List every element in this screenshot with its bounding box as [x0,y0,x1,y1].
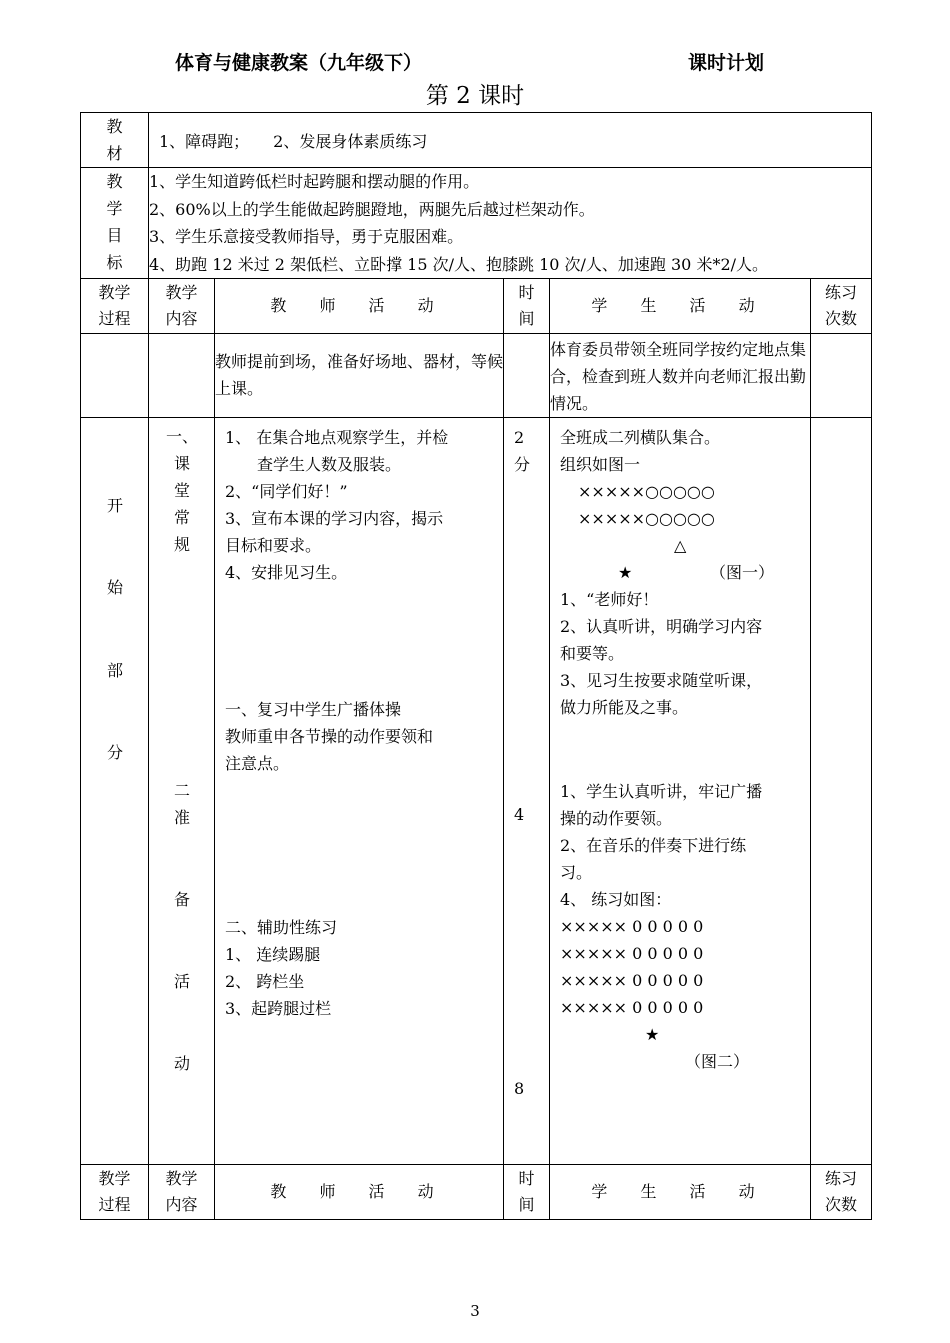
figure2-row: ××××× 0 0 0 0 0 [560,971,704,990]
column-header-row [81,279,872,334]
figure2-row: ××××× 0 0 0 0 0 [560,944,704,963]
figure2-row: ××××× 0 0 0 0 0 [560,917,704,936]
page-number: 3 [470,1302,480,1320]
figure1-star: ★ [618,563,633,582]
column-header-row-repeat [81,1165,872,1220]
goal-item: 4、助跑 12 米过 2 架低栏、立卧撑 15 次/人、抱膝跳 10 次/人、加速跑 30 米*2/人。 [149,254,769,274]
document-title: 体育与健康教案（九年级下） [175,52,423,74]
material-row [81,113,872,168]
material-content: 1、障碍跑； 2、发展身体素质练习 [149,113,872,168]
opening-section-label: 开 始 部 分 [81,418,149,1165]
goals-list [149,168,872,279]
col-time: 时 间 [504,1165,550,1220]
col-teacher: 教 师 活 动 [215,279,504,334]
goals-row [81,168,872,279]
goal-item: 1、学生知道跨低栏时起跨腿和摆动腿的作用。 [149,172,480,191]
col-content: 教学 内容 [149,279,215,334]
figure2-star: ★ [645,1025,660,1044]
pre-class-student: 体育委员带领全班同学按约定地点集合，检查到班人数并向老师汇报出勤情况。 [550,334,811,418]
opening-content-label: 一、 课 堂 常 规 二 准 备 活 动 [149,418,215,1165]
opening-teacher: 1、 在集合地点观察学生，并检 查学生人数及服装。 2、“同学们好！” 3、宣布本课的学习内容，揭示 目标和要求。 4、安排见习生。 一、复习中学生广播体操 教师重申各节操的动作要领和 注意点。 二、辅助性练习 1、 连续踢腿 2、 跨栏坐 3、起跨腿过栏 [215,418,504,1165]
figure1-row: ×××××○○○○○ [578,482,715,501]
opening-row [81,418,872,1165]
col-time: 时 间 [504,279,550,334]
figure1-triangle: △ [674,536,687,555]
col-teacher: 教 师 活 动 [215,1165,504,1220]
goals-label: 教 学 目 标 [81,168,149,279]
col-student: 学 生 活 动 [550,1165,811,1220]
lesson-number: 第 2 课时 [425,83,525,109]
figure2-row: ××××× 0 0 0 0 0 [560,998,704,1017]
pre-class-teacher: 教师提前到场，准备好场地、器材，等候上课。 [215,334,504,418]
col-student: 学 生 活 动 [550,279,811,334]
plan-label: 课时计划 [688,52,765,74]
col-process: 教学 过程 [81,1165,149,1220]
material-label: 教 材 [81,113,149,168]
opening-time: 2 分 4 8 [504,418,550,1165]
col-count: 练习 次数 [811,279,872,334]
lesson-plan-table [80,112,872,1220]
col-content: 教学 内容 [149,1165,215,1220]
goal-item: 2、60%以上的学生能做起跨腿蹬地，两腿先后越过栏架动作。 [149,199,595,219]
figure1-caption: （图一） [710,563,775,582]
figure2-caption: （图二） [685,1052,750,1071]
opening-student: 全班成二列横队集合。 组织如图一 ×××××○○○○○ ×××××○○○○○ △ ★ （图一） 1、“老师好！ 2、认真听讲，明确学习内容 和要等。 3、见习生按要求随堂听课， 做力所能及之事。 1、学生认真听讲，牢记广播 操的动作要领。 2、在音乐的伴奏下进行练 习。 4、 练习如图： ××××× 0 0 0 0 0 ××××× 0 0 0 0 0 ××××× 0 0 0 0 0 ××××× 0 0 0 0 0 ★ （图二） [550,418,811,1165]
col-count: 练习 次数 [811,1165,872,1220]
figure1-row: ×××××○○○○○ [578,509,715,528]
col-process: 教学 过程 [81,279,149,334]
goal-item: 3、学生乐意接受教师指导，勇于克服困难。 [149,227,464,246]
pre-class-row [81,334,872,418]
